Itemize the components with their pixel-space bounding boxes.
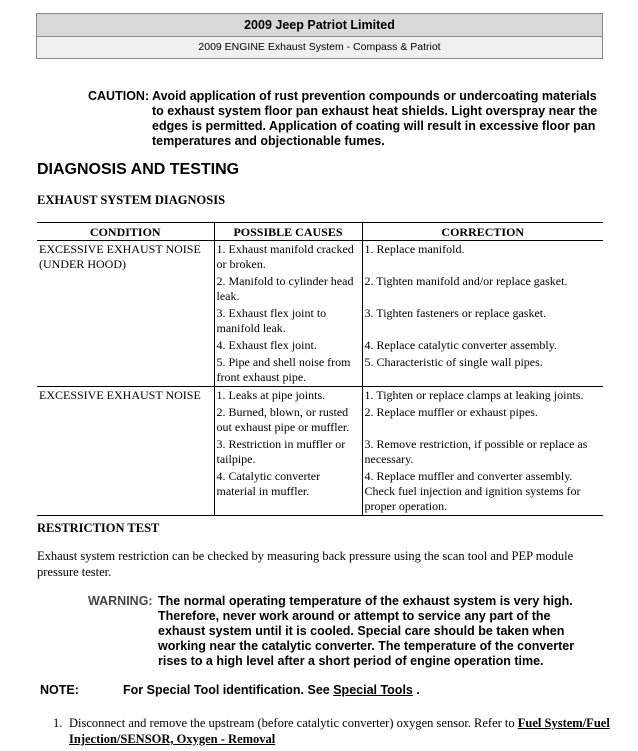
correction-cell: 5. Characteristic of single wall pipes. [364, 355, 543, 369]
table-row [37, 387, 603, 405]
correction-cell: 3. Tighten fasteners or replace gasket. [364, 306, 547, 320]
document-header [36, 13, 603, 59]
cause-cell: 2. Manifold to cylinder head leak. [214, 273, 362, 305]
oxygen-sensor-removal-link[interactable]: Fuel System/Fuel Injection/SENSOR, Oxygen - Removal [69, 716, 610, 746]
warning-text: The normal operating temperature of the exhaust system is very high. Therefore, never work around or attempt to service any part of the exhaust system until it is cooled. Special care should be taken when working near the catalytic converter. The temperature of the converter rises to a high level after a short period of engine operation time. [158, 594, 575, 668]
cause-cell: 4. Catalytic converter material in muffler. [214, 468, 362, 516]
warning-label: WARNING: [88, 594, 153, 608]
cause-cell: 2. Burned, blown, or rusted out exhaust pipe or muffler. [214, 404, 362, 436]
cause-cell: 3. Restriction in muffler or tailpipe. [214, 436, 362, 468]
condition-cell: EXCESSIVE EXHAUST NOISE [37, 387, 214, 516]
step-text: Disconnect and remove the upstream (before catalytic converter) oxygen sensor. Refer to [69, 716, 518, 730]
note-text-after: . [412, 683, 420, 697]
cause-cell: 1. Leaks at pipe joints. [214, 387, 362, 405]
note-text [123, 683, 420, 697]
note-text-before: For Special Tool identification. See [123, 683, 334, 697]
note-label: NOTE: [40, 683, 79, 697]
step-body [69, 715, 613, 747]
document-subtitle: 2009 ENGINE Exhaust System - Compass & Patriot [37, 37, 602, 58]
restriction-test-title: RESTRICTION TEST [37, 521, 160, 535]
column-header-correction: CORRECTION [362, 223, 603, 241]
table-row [37, 241, 603, 274]
subsection-title: EXHAUST SYSTEM DIAGNOSIS [37, 193, 226, 207]
step-item [53, 715, 613, 747]
step-number: 1. [53, 716, 63, 730]
restriction-test-text: Exhaust system restriction can be checked by measuring back pressure using the scan tool and PEP module pressure tester. [37, 549, 574, 579]
column-header-condition: CONDITION [37, 223, 214, 241]
cause-cell: 3. Exhaust flex joint to manifold leak. [214, 305, 362, 337]
cause-cell: 1. Exhaust manifold cracked or broken. [214, 241, 362, 274]
cause-cell: 4. Exhaust flex joint. [214, 337, 362, 354]
cause-cell: 5. Pipe and shell noise from front exhaust pipe. [214, 354, 362, 387]
table-header-row [37, 223, 603, 241]
correction-cell: 2. Tighten manifold and/or replace gasket. [364, 274, 568, 288]
correction-cell: 4. Replace muffler and converter assembly. Check fuel injection and ignition systems for proper operation. [364, 469, 581, 513]
correction-cell: 1. Replace manifold. [362, 241, 603, 274]
diagnosis-table [37, 222, 603, 516]
column-header-causes: POSSIBLE CAUSES [214, 223, 362, 241]
section-title: DIAGNOSIS AND TESTING [37, 161, 240, 178]
special-tools-link[interactable]: Special Tools [333, 683, 413, 697]
condition-cell: EXCESSIVE EXHAUST NOISE (UNDER HOOD) [37, 241, 214, 387]
correction-cell: 1. Tighten or replace clamps at leaking joints. [362, 387, 603, 405]
correction-cell: 2. Replace muffler or exhaust pipes. [364, 405, 538, 419]
correction-cell: 4. Replace catalytic converter assembly. [364, 338, 557, 352]
document-title: 2009 Jeep Patriot Limited [37, 14, 602, 37]
caution-text: Avoid application of rust prevention compounds or undercoating materials to exhaust system floor pan exhaust heat shields. Light overspray near the edges is permitted. Application of coating will result in excessive floor pan temperatures and objectionable fumes. [152, 89, 598, 148]
correction-cell: 3. Remove restriction, if possible or replace as necessary. [364, 437, 588, 466]
caution-label: CAUTION: [88, 89, 150, 103]
